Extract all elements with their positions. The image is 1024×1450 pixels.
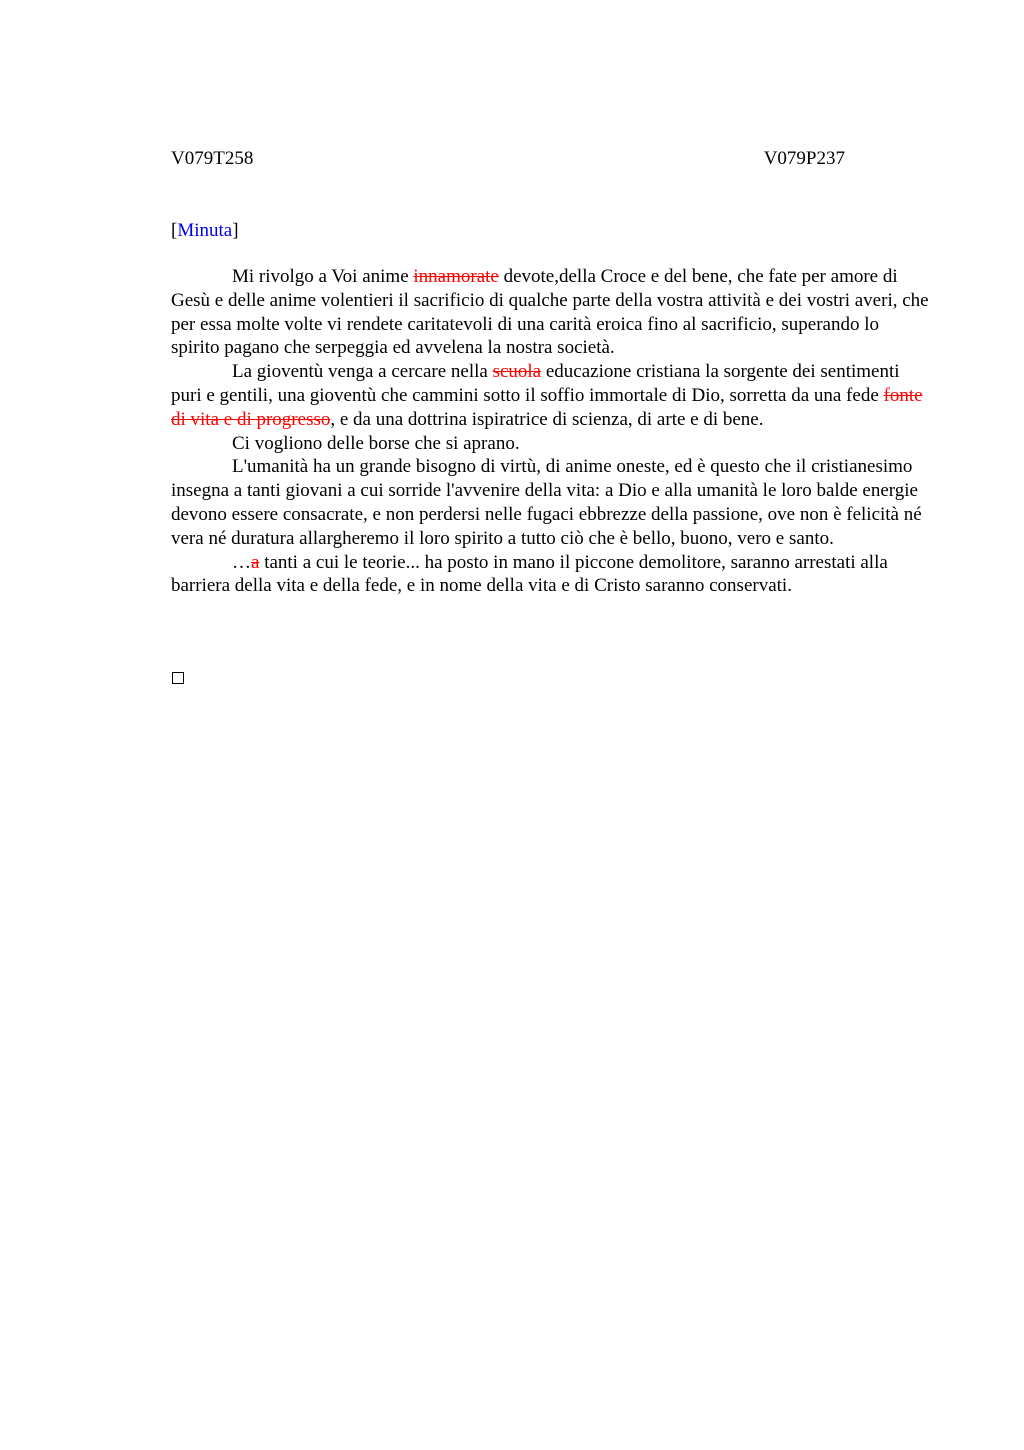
deleted-text: a (251, 551, 260, 573)
deleted-text: scuola (492, 361, 542, 383)
label-bracket-open: [ (171, 220, 178, 241)
square-icon (172, 672, 184, 684)
paragraph-text: … (232, 551, 251, 573)
document-code-left: V079T258 (171, 148, 254, 169)
paragraph-text: tanti a cui le teorie... ha posto in mano il piccone demolitore, saranno arrestati alla barriera della vita e della fede, e in nome della vita e di Cristo saranno conservati. (171, 551, 888, 597)
paragraph-5 (171, 551, 931, 599)
document-label (171, 218, 239, 244)
paragraph-4 (171, 455, 931, 550)
label-bracket-close: ] (232, 220, 239, 241)
deleted-text: fonte di vita e di progresso (171, 384, 923, 430)
paragraph-text: Mi rivolgo a Voi anime (232, 266, 414, 287)
paragraph-text: devote,della Croce e del bene, che fate per amore di Gesù e delle anime volentieri il sacrificio di qualche parte della vostra attività e dei vostri averi, che per essa molte volte vi rendete caritatevoli di una carità eroica fino al sacrificio, superando lo spirito pagano che serpeggia ed avvelena la nostra società. (171, 266, 929, 359)
document-body (171, 265, 931, 598)
paragraph-text: L'umanità ha un grande bisogno di virtù, di anime oneste, ed è questo che il cristianesimo insegna a tanti giovani a cui sorride l'avvenire della vita: a Dio e alla umanità le loro balde energie devono essere consacrate, e non perdersi nelle fugaci ebbrezze della passione, ove non è felicità né vera né duratura allargheremo il loro spirito a tutto ciò che è bello, buono, vero e santo. (171, 456, 922, 549)
document-page (171, 0, 931, 1450)
paragraph-text: Ci vogliono delle borse che si aprano. (232, 432, 520, 454)
minuta-link[interactable]: Minuta (177, 220, 233, 241)
paragraph-2 (171, 360, 931, 431)
paragraph-text: La gioventù venga a cercare nella (232, 361, 493, 383)
paragraph-text: educazione cristiana la sorgente dei sentimenti puri e gentili, una gioventù che cammini sotto il soffio immortale di Dio, sorretta da una fede (171, 361, 900, 406)
document-header (171, 146, 845, 172)
document-code-right: V079P237 (763, 148, 845, 169)
paragraph-1 (171, 265, 931, 360)
paragraph-text: , e da una dottrina ispiratrice di scienza, di arte e di bene. (330, 408, 764, 430)
deleted-text: innamorate (413, 266, 499, 287)
paragraph-3 (171, 432, 931, 456)
